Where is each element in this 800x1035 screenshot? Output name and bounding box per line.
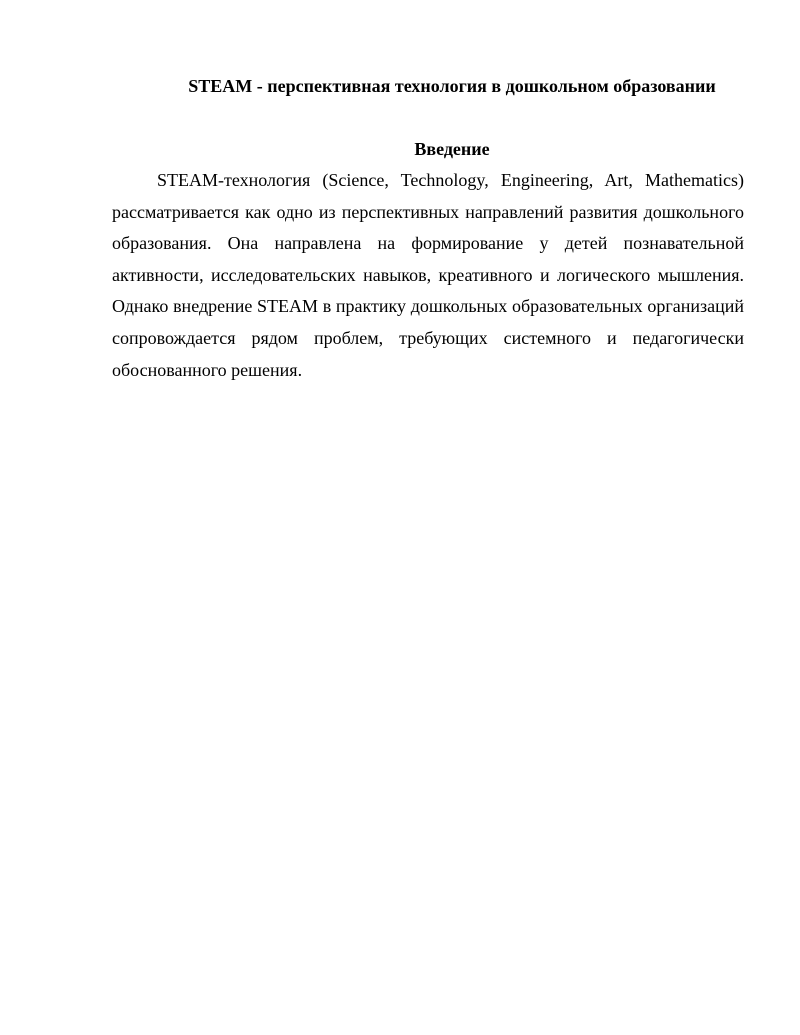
document-title: STEAM - перспективная технология в дошкольном образовании: [188, 76, 716, 96]
section-heading-introduction: Введение: [414, 139, 490, 159]
introduction-paragraph: STEAM-технология (Science, Technology, Engineering, Art, Mathematics) рассматривается как одно из перспективных направлений развития дошкольного образования. Она направлена на формирование у детей познавательной активности, исследовательских навыков, креативного и логического мышления. Однако внедрение STEAM в практику дошкольных образовательных организаций сопровождается рядом проблем, требующих системного и педагогически обоснованного решения.: [112, 170, 744, 380]
